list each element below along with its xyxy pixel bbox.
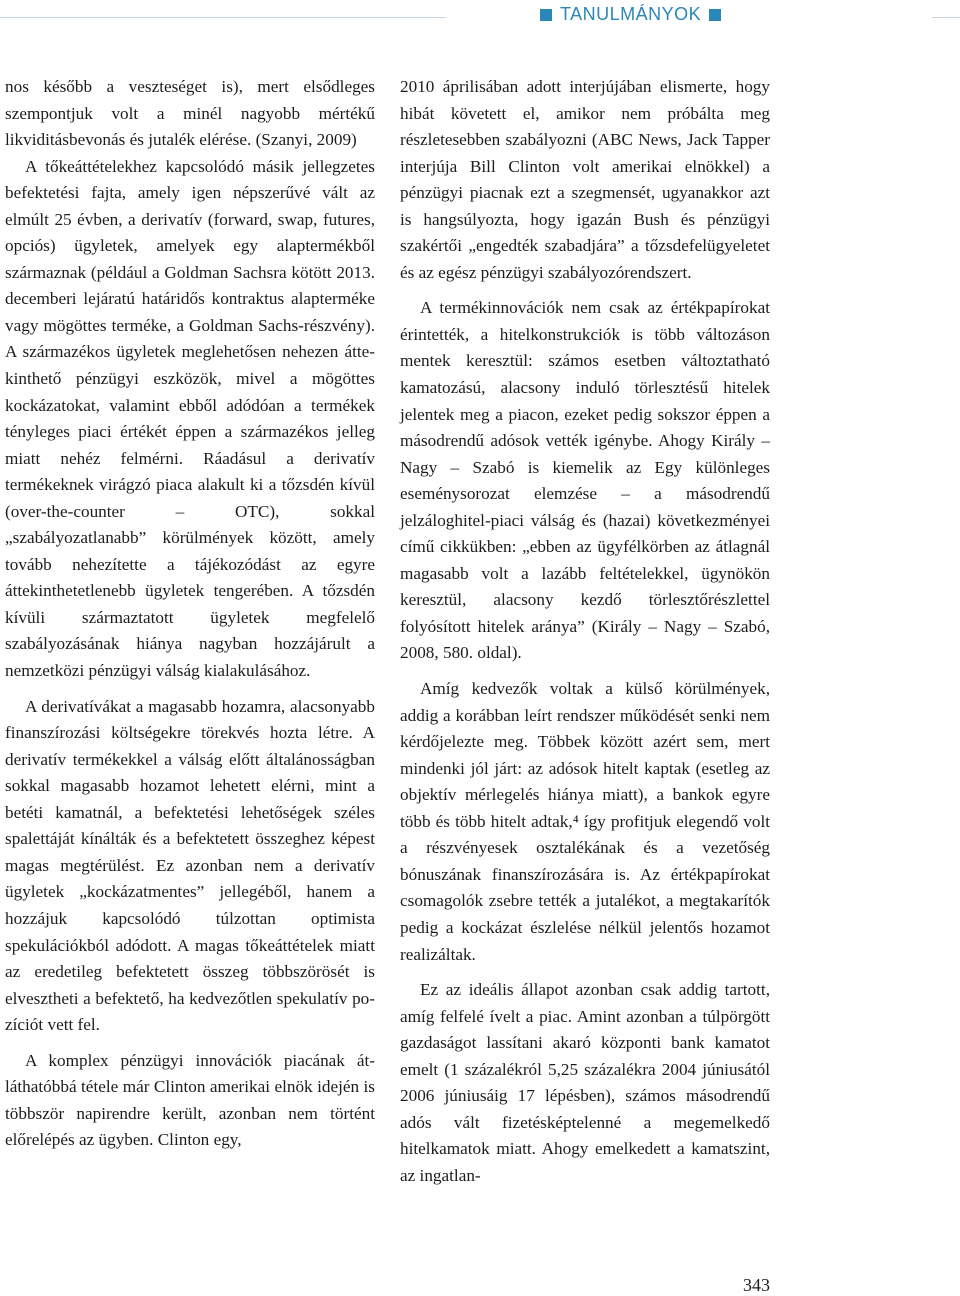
left-column bbox=[5, 74, 375, 1154]
header-rule-left bbox=[0, 17, 446, 18]
square-bullet-icon bbox=[540, 9, 552, 21]
paragraph: A komplex pénzügyi innovációk piacának átláthatóbbá tétele már Clinton amerikai elnök idején is többször napirendre került, azonban nem történt előrelépés az ügyben. Clinton egy, bbox=[5, 1050, 375, 1150]
paragraph: Ez az ideális állapot azonban csak addig tartott, amíg felfelé ívelt a piac. Amint azonban a túlpörgött gazdaságot lassítani akaró központi bank kamatot emelt (1 százalékról 5,25 százalékra 2004 júniusától 2006 júniusáig 17 lépésben), számos másodrendű adós vált fizetésképtelenné a megemelkedő hitelkamatok miatt. Ahogy emelkedett a kamatszint, az ingatlan- bbox=[400, 980, 770, 1185]
paragraph: 2010 áprilisában adott interjújában elismerte, hogy hibát követett el, amikor nem próbálta meg részletesebben szabályozni (ABC News, Jack Tapper interjúja Bill Clinton volt amerikai elnökkel) a pénzügyi piacnak ezt a szegmensét, ugyanakkor azt is hangsúlyozta, hogy igazán Bush és pénzügyi szakértői „engedték szabadjára” a tőzsdefelügyeletet és az egész pénzügyi szabályozórendszert. bbox=[400, 77, 770, 282]
paragraph: A derivatívákat a magasabb hozamra, alacsonyabb finanszírozási költségekre törekvés hozta létre. A derivatív termékekkel a válság előtt általánosságban sokkal magasabb hozamot lehetett elérni, mint a betéti kamatnál, a befektetési lehetőségek széles spalettáját kínálták és a befektetett összeghez képest magas megtérülést. Ez azonban nem a derivatív ügyletek „kockázatmentes” jellegéből, hanem a hozzájuk kapcsolódó túlzottan optimista spekulációkból adódott. A magas tőkeáttételek miatt az eredetileg befektetett összeg többszörösét is elvesztheti a befektető, ha kedvezőtlen spekulatív pozíciót vett fel. bbox=[5, 696, 375, 1035]
section-label bbox=[540, 4, 721, 25]
paragraph: Amíg kedvezők voltak a külső körülmények, addig a korábban leírt rendszer működését senki nem kérdőjelezte meg. Többek között azért sem, mert mindenki jól járt: az adósok hitelt kaptak (esetleg az objektív mérlegelés hiánya miatt), a bankok egyre több és több hitelt adtak,⁴ így profitjuk elegendő volt a részvényesek osztalékának és a vezetőség bónuszának finanszírozására is. Az értékpapírokat csomagolók zsebre tették a jutalékot, a megtakarítók pedig a kockázat észlelése nélkül jelentős hozamot realizáltak. bbox=[400, 679, 770, 964]
header-rule-right bbox=[932, 17, 960, 18]
page-number: 343 bbox=[743, 1275, 770, 1295]
page-header bbox=[0, 0, 960, 36]
paragraph: A termékinnovációk nem csak az értékpapírokat érintették, a hitelkonstrukciók is több változáson mentek keresztül: számos esetben változtatható kamatozású, alacsony induló törlesztésű hitelek jelentek meg a piacon, ezeket pedig sokszor éppen a másodrendű adósok vették igénybe. Ahogy Király – Nagy – Szabó is kiemelik az Egy különleges eseménysorozat elemzése – a másodrendű jelzáloghitel-piaci válság és (hazai) következményei című cikkükben: „ebben az ügyfélkörben az átlagnál magasabb volt a lazább feltételekkel, ügynökön keresztül, alacsony kezdő törlesztőrészlettel folyósított hitelek aránya” (Király – Nagy – Szabó, 2008, 580. oldal). bbox=[400, 298, 770, 663]
square-bullet-icon bbox=[709, 9, 721, 21]
right-column bbox=[400, 74, 770, 1189]
paragraph: nos később a veszteséget is), mert elsődleges szempontjuk volt a minél nagyobb mértékű likviditásbevonás és jutalék elérése. (Szanyi, 2009) bbox=[5, 77, 375, 150]
section-title: TANULMÁNYOK bbox=[560, 4, 702, 24]
paragraph: A tőkeáttételekhez kapcsolódó másik jellegzetes befektetési fajta, amely igen népszerűvé vált az elmúlt 25 évben, a derivatív (forward, swap, futures, opciós) ügyletek, amelyek egy alaptermékből származnak (például a Goldman Sachsra kötött 2013. decemberi lejáratú határidős kontraktus alapterméke vagy mögöttes terméke, a Goldman Sachs-részvény). A származékos ügyletek meglehetősen nehezen áttekinthető pénzügyi eszközök, mivel a mögöttes kockázatokat, valamint ebből adódóan a termékek tényleges piaci értékét éppen a származékos jelleg miatt nehéz felmérni. Ráadásul a derivatív termékeknek virágzó piaca alakult ki a tőzsdén kívül (over-the-counter – OTC), sokkal „szabályozatlanabb” körülmények között, amely tovább nehezítette a tájékozódást az egyre áttekinthetetlenebb ügyletek tengerében. A tőzsdén kívüli származtatott ügyletek megfelelő szabályozásának hiánya nagyban hozzájárult a nemzetközi pénzügyi válság kialakulásához. bbox=[5, 156, 375, 681]
